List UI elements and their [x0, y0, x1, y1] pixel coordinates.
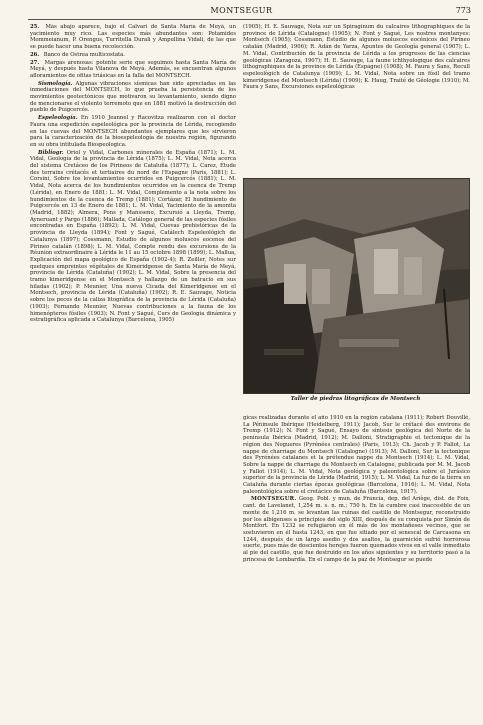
section-text: Algunas vibraciones sísmicas han sido apreciadas en las inmediaciones del MONTSECH, lo que prueba la persistencia de los movimientos geotectónicos que motivaron su levantamiento, siendo digno de mencionarse el violento terremoto que en 1881 motivó la destrucción del pueblo de Puigcercós. — [30, 80, 236, 114]
list-item — [30, 24, 236, 51]
page-number: 773 — [455, 6, 471, 15]
entry-montsegur — [243, 496, 470, 563]
paragraph-espeleologia — [30, 115, 236, 149]
item-number: 27. — [30, 59, 40, 66]
section-head: Espeleología. — [38, 115, 78, 122]
section-text: Oriol y Vidal, Carbones minerales de España (1871); L. M. Vidal, Geología de la provincia de Lérida (1875); L. M. Vidal, Nota acerca del sistema Cretáceo de los Pirineos de Cataluña (1877); L. Carez, Étude des terrains crétacés et tertiaires du nord de l'Espagne (Paris, 1881); L. Corsini, Sobre los levantamientos ocurridos en Puigcercós (1881); L. M. Vidal, Nota acerca de los hundimientos ocurridos en la cuenca de Tremp (Lérida), en Enero de 1881; L. M. Vidal, Complemento a la nota sobre los hundimientos de la cuenca de Tremp (1881); Cortázar, El hundimiento de Puigcercós en 13 de Enero de 1881; L. M. Vidal, Yacimiento de la amonita (Madrid, 1882); Almera, Pons y Mansseno, Excursió a Lleyda, Tremp, Ayneruant y Pargo (1886); Mallada, Catálogo general de las especies fósiles encontradas en España (1892); L. M. Vidal, Cuevas prehistóricas de la provincia de Lleyda (1894); Font y Sagué, Catálech Espeleológich de Catalunya (1897); Cossmann, Estudio de algunos moluscos eocenos del Pirineo catalán (1898); L. M. Vidal, Compte rendu des excursions de la Réunion extraordinaire à Lérida le 11 au 15 octobre 1898 (1899); L. Mallua, Explicación del mapa geológico de España (1902-4); R. Zeiller, Notes sur quelques empreintes végétales de Kimeridgense de Santa María de Meyá, provincia de Lérida (Cataluña) (1902); L. M. Vidal, Sobre la presencia del tramo kimeridgense en el Montsech y hallazgo de un batracio en sus hiladas (1902); P. Meunier, Una nueva Cicada del Kimeridgense en el Montsech, provincia de Lérida (Cataluña) (1902); R. E. Sauvage, Noticia sobre los peces de la caliza litográfica de la provincia de Lérida (Cataluña) (1903); Fernando Meunier, Nuevas contribuciones a la fauna de los himenópteros fósiles (1903); N. Font y Sagué, Curs de Geologia dinámica y estratigráfica aplicada a Catalunya (Barcelona, 1905) — [30, 149, 236, 324]
right-column-top — [243, 24, 470, 174]
item-number: 26. — [30, 51, 40, 58]
header-rule — [28, 19, 468, 20]
quarry-photograph — [243, 178, 470, 394]
list-item — [30, 52, 236, 59]
running-title: MONTSEGUR — [210, 6, 273, 15]
photo-illustration — [244, 179, 469, 393]
bibliography-continued: (1905); H. E. Sauvage, Nota sur un Spiraginum du calcaires lithographiques de la province de Lérida (Catalogne) (1905); N. Font y Sagué, Les nostres montanyes: Montsech (1905); Cossmann, Estudio de algunos moluscos eocénicos del Pirineo catalán (Madrid, 1906); R. Adán de Yarza, Apuntes de Geología general (1907); L. M. Vidal, Contribución de la provincia de Lérida a los progresos de las ciencias geológicas (Zaragoza, 1907); H. E. Sauvage, La faune ichthyologique des calcaires lithographiques de la province de Lérida (Espagne) (1908); M. Faura y Sans, Recull espeleològich de Catalunya (1909); L. M. Vidal, Nota sobre un fósil del tramo kimeridgense del Montsech (Lérida) (1909); K. Haug, Traité de Géologie (1910); M. Faura y Sans, Excursiones espeleológicas — [243, 24, 470, 91]
left-column — [30, 24, 236, 720]
section-text: En 1910 Jeannel y Racovitza realizaron con el doctor Faura una expedición espeleológica por la provincia de Lérida, recogiendo en las cuevas del MONTSECH abundantes ejemplares que les sirvieron para la caracterización de la bioespeleología de nuestra región, figurando en su obra intitulada Biospeologica. — [30, 115, 236, 148]
entry-title: MONTSEGUR. — [251, 496, 297, 503]
bibliography-end: gicas realizadas durante el año 1910 en la región catalana (1911); Robert Douvillé, La Péninsule Ibérique (Heidelberg, 1911); Jacob, Sur le crétacé des environs de Tremp (1912); N. Font y Sagué, Ensayo de síntesis geológica del Norte de la península Ibérica (Madrid, 1912); M. Dalloni, Stratigraphie et tectonique de la région des Nogueres (Pyrénées centrales) (Paris, 1913); Ch. Jacob y P. Fallot, La nappe de charriage du Montsech (Catalogne) (1913); M. Dalloni, Sur la tectonique des Pyrénées catalanes et la prétendue nappe du Montsech (1914); L. M. Vidal, Sobre la nappe de charriage du Montsech en Catalogne, publicada por M. M. Jacob y Fallot (1914); L. M. Vidal, Nota geológica y paleontológica sobre el Jurásico superior de la provincia de Lérida (Madrid, 1915); L. M. Vidal, La fuz de la tierra en Cataluña durante ciertas épocas geológicas (Barcelona, 1916); L. M. Vidal, Nota paleontológica sobre el cretácico de Cataluña (Barcelona, 1917). — [243, 415, 470, 495]
section-head: Sismología. — [38, 80, 73, 87]
item-text: Margas arenosas: potente serie que seguimos hasta Santa María de Meyá, y después hasta Vilanova de Meyá. Además, se encuentran algunos afloramientos de ofitas triásicas en la falla del MONTSECH. — [30, 59, 236, 79]
entry-text: Geog. Pobl. y mun. de Francia, dep. del Ariège, dist. de Foix, cant. de Lavelanet, 1,254 m. s. n. m.; 750 h. En la cumbre casi inaccesible de un monte de 1,216 m. se levantan las ruinas del castillo de Montsegur, reconstruido por los albigenses a principios del siglo XIII, después de su conquista por Simón de Montfort. En 1232 se refugiaron en él más de los montañeses vecinos, que se sostuvieron en él hasta 1243, en que fue sitiado por el senescal de Carcasona en 1244, después de un largo asedio y dos asaltos, la guarnición sufrió horrorosa suerte, pues más de doscientos herejes fueron quemados vivos en el valle inmediato al pie del castillo, que fue destruido en los años siguientes y su territorio pasó a la princesa de Lombardía. En el campo de la paz de Montsegur se puede — [243, 496, 470, 563]
right-column-bottom — [243, 415, 470, 720]
item-text: Banco de Ostrea multicostata. — [43, 51, 125, 58]
figure-caption: Taller de piedras litográficas de Montsech — [290, 396, 421, 402]
paragraph-sismologia — [30, 81, 236, 115]
section-head: Bibliogr. — [38, 149, 64, 156]
paragraph-bibliografia — [30, 150, 236, 324]
page-header — [0, 6, 483, 18]
item-number: 25. — [30, 24, 40, 30]
list-item — [30, 60, 236, 80]
item-text: Más abajo aparece, bajo el Calvari de Santa María de Meyá, un yacimiento muy rico. Las especies más abundantes son: Potamides Mommeianum, P. Orengus, Turritella Durali y Ampullina Vidali, de las que se puede hacer una buena recolección. — [30, 24, 236, 51]
